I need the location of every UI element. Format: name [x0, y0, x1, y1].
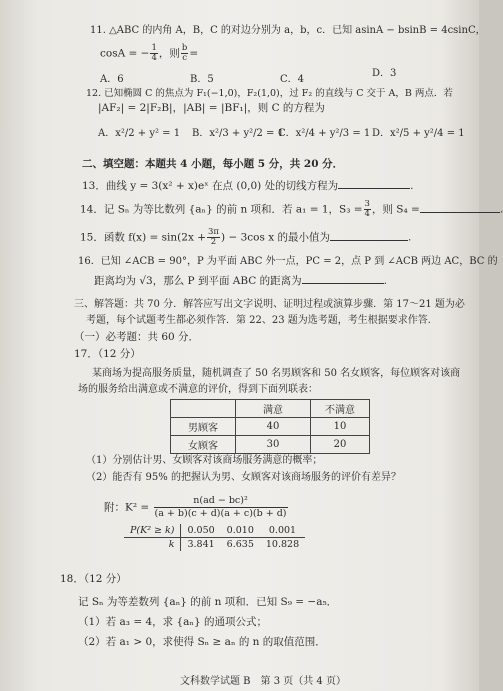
table-cell: 30 — [236, 436, 311, 454]
q17-sub2: （2）能否有 95% 的把握认为男、女顾客对该商场服务的评价有差异？ — [86, 472, 401, 483]
table-cell — [171, 400, 236, 418]
q14-text: 14．记 Sₙ 为等比数列 {aₙ} 的前 n 项和．若 a₁ = 1，S₃ = $\frac{3}{4}$ ，则 S₄ = . — [80, 199, 503, 219]
q13-text: 13．曲线 y = 3(x² + x)eˣ 在点 (0,0) 处的切线方程为 . — [82, 180, 414, 192]
q14-answer-blank[interactable] — [420, 202, 500, 213]
table-cell: 0.050 — [181, 524, 221, 538]
q12-option-d: D．x²/5 + y²/4 = 1 — [372, 128, 465, 139]
q16-line1: 16．已知 ∠ACB = 90°，P 为平面 ABC 外一点，PC = 2，点 P 到 ∠ACB 两边 AC，BC 的 — [78, 256, 498, 267]
q12-line2: |AF₂| = 2|F₂B|，|AB| = |BF₁|，则 C 的方程为 — [98, 102, 325, 114]
q11-fraction: $\frac{1}{4}$ — [151, 43, 157, 63]
q18-head: 18．（12 分） — [60, 573, 127, 585]
q17-head: 17．（12 分） — [74, 348, 141, 360]
q12-option-b: B．x²/3 + y²/2 = 1 — [192, 128, 284, 139]
table-cell: 6.635 — [226, 539, 254, 550]
q17-formula: 附：K² = $\frac{\text{n(ad − bc)²}}{(a + b)(c + d)(a + c)(b + d)}$ — [104, 495, 287, 519]
q18-p1: 记 Sₙ 为等差数列 {aₙ} 的前 n 项和．已知 S₉ = −a₅． — [78, 596, 338, 608]
table-cell: 3.841 — [187, 539, 215, 550]
table-cell: 20 — [311, 436, 370, 454]
q11-option-a: A．6 — [100, 74, 124, 85]
q11-line2: cosA = − $\frac{1}{4}$ ，则 $\frac{b}{c}$ = — [100, 43, 199, 63]
table-cell: 满意 — [236, 400, 311, 418]
q15-answer-blank[interactable] — [330, 230, 408, 241]
table-row — [171, 418, 370, 436]
table-header-row — [171, 400, 370, 418]
table-row — [124, 524, 305, 538]
table-cell: 0.001 — [260, 524, 305, 538]
table-cell: 女顾客 — [171, 436, 236, 454]
table-cell: 40 — [236, 418, 311, 436]
section2-title: 二、填空题：本题共 4 小题，每小题 5 分，共 20 分． — [82, 158, 344, 170]
k-squared-table — [124, 524, 305, 551]
page-footer: 文科数学试题 B 第 3 页（共 4 页） — [180, 676, 346, 687]
q18-sub1: （1）若 a₃ = 4，求 {aₙ} 的通项公式； — [78, 616, 267, 628]
section3-line2: 考题，每个试题考生都必须作答．第 22、23 题为选考题，考生根据要求作答． — [86, 315, 438, 326]
q11-option-c: C．4 — [280, 74, 305, 85]
q11-line1: 11. △ABC 的内角 A，B，C 的对边分别为 a，b，c．已知 asinA − bsinB = 4csinC， — [90, 25, 486, 36]
section3-line1: 三、解答题：共 70 分．解答应写出文字说明、证明过程或演算步骤．第 17～21 题为必 — [74, 299, 465, 310]
table-cell: 不满意 — [311, 400, 370, 418]
table-cell: k — [124, 538, 181, 552]
q12-option-c: C．x²/4 + y²/3 = 1 — [278, 128, 371, 139]
table-row — [171, 436, 370, 454]
q11-bc-fraction: $\frac{b}{c}$ — [181, 43, 188, 63]
q12-option-a: A．x²/2 + y² = 1 — [98, 128, 181, 139]
table-cell: 10.828 — [265, 539, 300, 550]
q11-option-d: D．3 — [372, 68, 397, 79]
table-cell: P(K² ≥ k) — [124, 524, 181, 538]
q11-option-b: B．5 — [190, 74, 214, 85]
section3-line3: （一）必考题：共 60 分． — [74, 331, 200, 343]
q16-line2: 距离均为 √3，那么 P 到平面 ABC 的距离为 . — [94, 275, 387, 287]
q15-text: 15．函数 f(x) = sin(2x + $\frac{3\pi}{2}$ ) − 3cos x 的最小值为 . — [80, 227, 412, 247]
q17-p2: 场的服务给出满意或不满意的评价，得到下面列联表： — [78, 384, 318, 395]
q18-sub2: （2）若 a₁ > 0，求使得 Sₙ ≥ aₙ 的 n 的取值范围． — [78, 636, 326, 648]
table-cell: 男顾客 — [171, 418, 236, 436]
table-cell: 10 — [311, 418, 370, 436]
q13-answer-blank[interactable] — [338, 178, 410, 189]
q11-cos-label: cosA = − — [100, 47, 150, 60]
table-cell: 0.010 — [221, 524, 260, 538]
q17-p1: 某商场为提高服务质量，随机调查了 50 名男顾客和 50 名女顾客，每位顾客对该商 — [92, 368, 461, 379]
q17-sub1: （1）分别估计男、女顾客对该商场服务满意的概率； — [86, 455, 323, 466]
table-row — [124, 538, 305, 552]
contingency-table — [170, 399, 370, 454]
q12-line1: 12. 已知椭圆 C 的焦点为 F₁(−1,0)，F₂(1,0)，过 F₂ 的直线与 C 交于 A，B 两点．若 — [86, 88, 453, 99]
q16-answer-blank[interactable] — [302, 273, 384, 284]
